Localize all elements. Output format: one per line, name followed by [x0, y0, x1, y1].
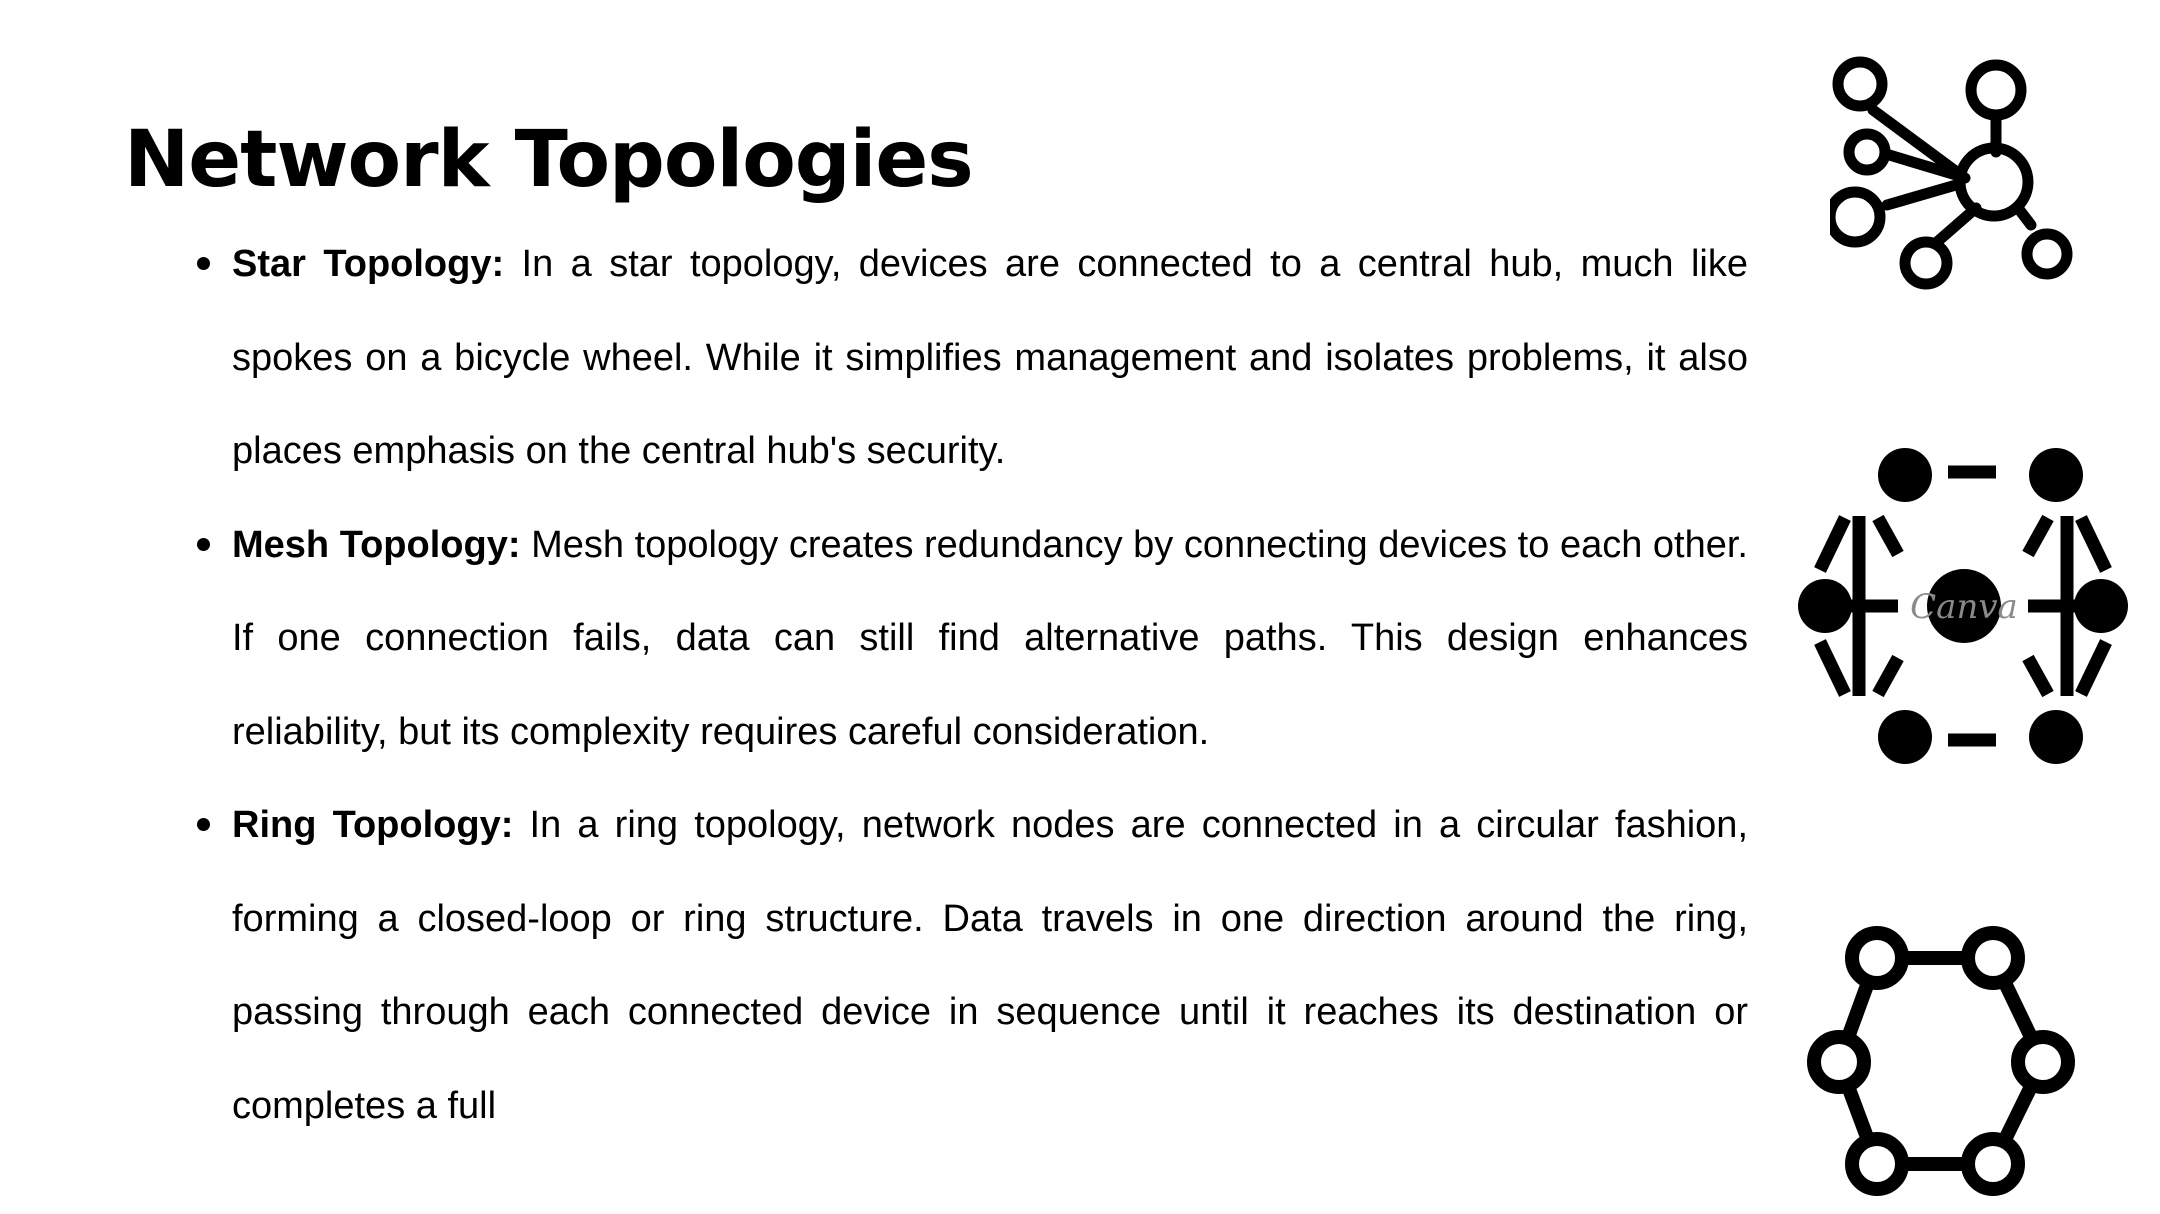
slide-title: Network Topologies: [124, 115, 973, 205]
bullet-item-star: [232, 218, 1748, 499]
bullet-heading-ring: Ring Topology:: [232, 804, 514, 846]
bullet-text-ring: In a ring topology, network nodes are connected in a circular fashion, forming a closed-loop or ring structure. Data travels in one direction around the ring, passing through each connected device in sequence until it reaches its destination or completes a full: [232, 804, 1748, 1127]
bullet-text-mesh: Mesh topology creates redundancy by connecting devices to each other. If one connection fails, data can still find alternative paths. This design enhances reliability, but its complexity requires careful consideration.: [232, 523, 1748, 753]
bullet-heading-star: Star Topology:: [232, 243, 505, 285]
bullet-list: [232, 218, 1748, 1153]
bullet-dot-icon: [197, 538, 210, 551]
bullet-item-mesh: [232, 499, 1748, 780]
bullet-heading-mesh: Mesh Topology:: [232, 523, 521, 566]
ring-topology-icon: [1797, 915, 2089, 1205]
mesh-topology-icon: [1798, 440, 2128, 770]
bullet-text-star: In a star topology, devices are connected to a central hub, much like spokes on a bicycle wheel. While it simplifies management and isolates problems, it also places emphasis on the central hub's security.: [232, 243, 1749, 472]
star-topology-icon: [1830, 50, 2080, 300]
bullet-dot-icon: [197, 818, 210, 831]
bullet-item-ring: [232, 779, 1748, 1153]
canva-watermark: Canva: [1910, 587, 2018, 627]
bullet-dot-icon: [197, 257, 210, 270]
